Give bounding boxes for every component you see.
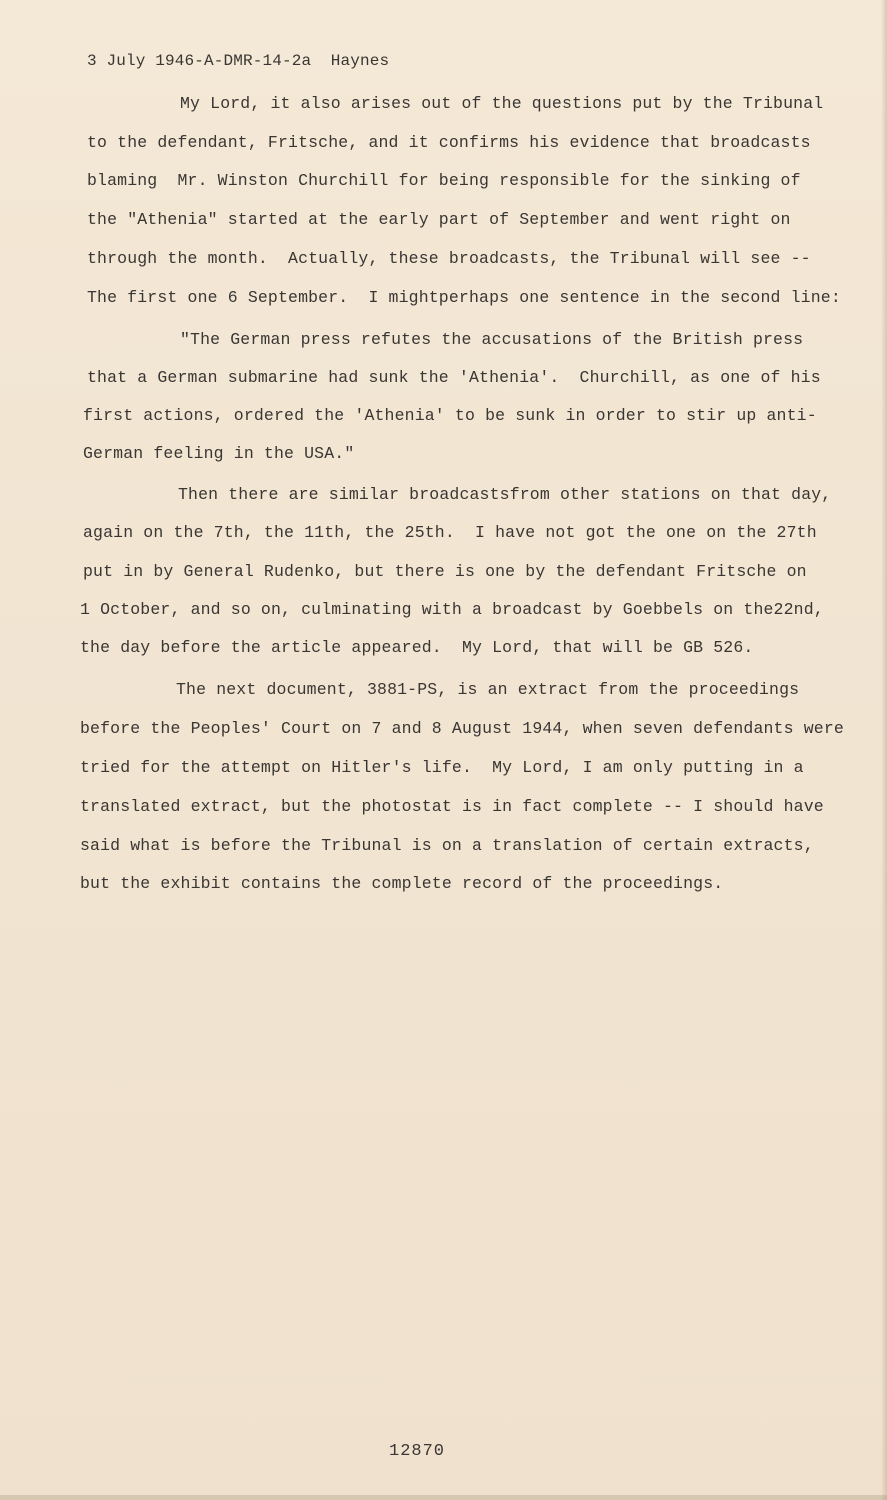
text-line: translated extract, but the photostat is in fact complete -- I should have: [80, 797, 824, 816]
text-line: Then there are similar broadcastsfrom other stations on that day,: [178, 485, 832, 504]
document-header: 3 July 1946-A-DMR-14-2a Haynes: [87, 52, 390, 70]
paper-edge-bottom: [0, 1495, 887, 1500]
text-line: The next document, 3881-PS, is an extract from the proceedings: [176, 680, 800, 699]
text-line: 1 October, and so on, culminating with a broadcast by Goebbels on the22nd,: [80, 600, 824, 619]
text-line: but the exhibit contains the complete record of the proceedings.: [80, 874, 724, 893]
quote-line: first actions, ordered the 'Athenia' to be sunk in order to stir up anti-: [83, 406, 817, 425]
text-line: before the Peoples' Court on 7 and 8 August 1944, when seven defendants were: [80, 719, 844, 738]
page-number: 12870: [389, 1442, 446, 1461]
quote-line: that a German submarine had sunk the 'Athenia'. Churchill, as one of his: [87, 368, 821, 387]
quote-line: German feeling in the USA.": [83, 444, 355, 463]
paper-edge-right: [881, 0, 887, 1500]
text-line: said what is before the Tribunal is on a translation of certain extracts,: [80, 836, 814, 855]
text-line: blaming Mr. Winston Churchill for being responsible for the sinking of: [87, 171, 801, 190]
text-line: through the month. Actually, these broadcasts, the Tribunal will see --: [87, 249, 811, 268]
text-line: the day before the article appeared. My Lord, that will be GB 526.: [80, 638, 754, 657]
text-line: again on the 7th, the 11th, the 25th. I have not got the one on the 27th: [83, 523, 817, 542]
quote-line: "The German press refutes the accusations of the British press: [180, 330, 804, 349]
text-line: My Lord, it also arises out of the questions put by the Tribunal: [180, 94, 824, 113]
text-line: The first one 6 September. I mightperhaps one sentence in the second line:: [87, 288, 841, 307]
text-line: to the defendant, Fritsche, and it confirms his evidence that broadcasts: [87, 133, 811, 152]
text-line: put in by General Rudenko, but there is one by the defendant Fritsche on: [83, 562, 807, 581]
text-line: the "Athenia" started at the early part of September and went right on: [87, 210, 791, 229]
text-line: tried for the attempt on Hitler's life. My Lord, I am only putting in a: [80, 758, 804, 777]
